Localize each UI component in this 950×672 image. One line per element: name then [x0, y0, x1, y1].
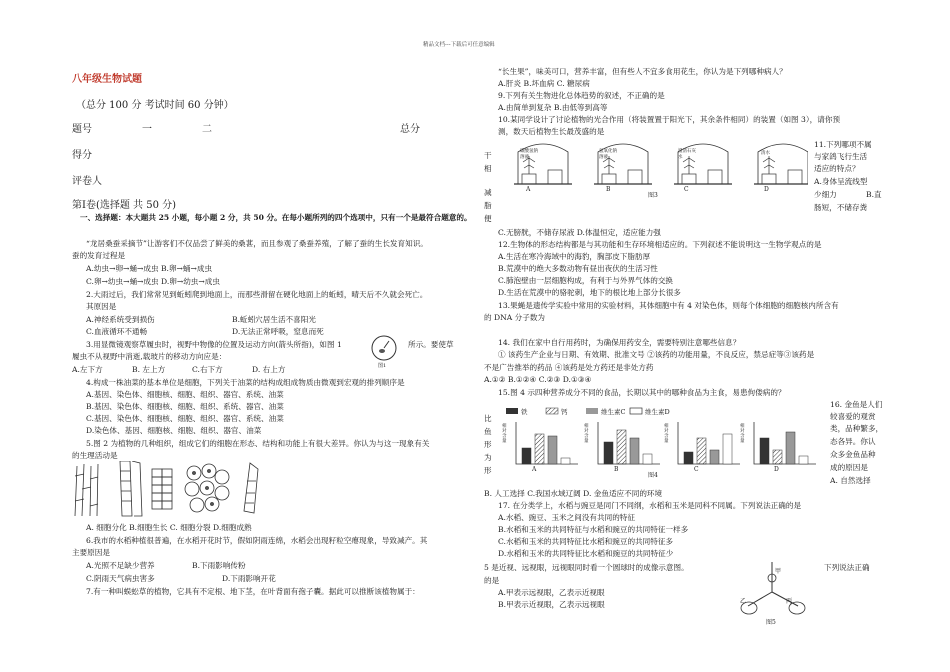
score-col-total: 总分	[400, 124, 420, 135]
q3-stem-cont: 所示。要使草	[408, 340, 454, 349]
paramecium-shape	[379, 349, 385, 353]
beaker	[788, 170, 802, 184]
q2-stem-2: 其原因是	[86, 302, 117, 311]
plant	[763, 156, 775, 174]
jar-d-letter: D	[764, 186, 769, 193]
flower-pot	[762, 174, 776, 184]
q10-stem: 10.某同学设计了讨论植物的光合作用（将装置置于阳光下，其余条件相同）的装置（如图 3），请你预	[498, 115, 841, 124]
tissue-fiber	[120, 461, 142, 516]
q18-option-b: B.甲表示近视眼，乙表示远视眼	[498, 600, 605, 609]
q12-option-d: D.生活在荒漠中的骆驼刺，地下的根比地上部分长很多	[498, 288, 681, 297]
jar-a-letter: A	[526, 186, 531, 193]
figure-4-caption: 图4	[648, 472, 658, 479]
q12-option-b: B.荒漠中的绝大多数动物有昼出夜伏的生活习性	[498, 264, 658, 273]
q9-stem: 9.下列有关生物进化总体趋势的叙述，不正确的是	[498, 91, 665, 100]
q6-option-d: D.下雨影响开花	[222, 574, 276, 583]
nutrient-bar	[760, 438, 769, 464]
q11-line: 肠短，不储存粪	[814, 203, 868, 212]
legend-label-vitd: 维生素D	[645, 408, 670, 416]
nutrient-bar	[786, 432, 795, 464]
q4-option-b: B.基因、染色体、细胞核、细胞、组织、系统、器官、油菜	[86, 402, 284, 411]
margin-char: 鱼	[484, 427, 492, 436]
margin-char: 便	[484, 214, 492, 223]
q6-stem: 6.我市的水稻种植很普遍，在水稻开花时节，假如阴雨连绵，水稻会出现籽粒空瘪现象，导致减产。其	[86, 536, 428, 545]
q18-stem-cont: 下列说法正确	[824, 563, 870, 572]
q4-option-c: C.基因、染色体、细胞核、细胞、组织、器官、系统、油菜	[86, 414, 284, 423]
jar-a-label: 碳酸氢钠溶液	[520, 149, 538, 160]
nutrient-bar	[604, 442, 613, 464]
margin-char: 为	[484, 453, 492, 462]
instruction: 一、选择题：本大题共 25 小题，每小题 2 分，共 50 分。在每小题所列的四个选项中，只有一个是最符合题意的。	[80, 213, 472, 222]
margin-char: 比	[484, 414, 492, 423]
legend-label-calcium: 钙	[561, 408, 568, 416]
score-table-label: 题号	[72, 124, 92, 135]
q11-line: A.身体呈流线型	[814, 177, 868, 186]
figure-4-nutrient-charts	[498, 418, 818, 476]
q6-option-b: B.下雨影响传粉	[192, 561, 246, 570]
figure-2-plant-tissues	[72, 461, 272, 519]
q13-stem-2: 的 DNA 分子数为	[484, 313, 546, 322]
q3-option-a: A.左下方	[72, 365, 103, 374]
flower-pot	[602, 174, 616, 184]
margin-char: 脂	[484, 201, 492, 210]
q11-line: 与家鸽飞行生活	[814, 152, 868, 161]
q2-option-b: B.蚯蚓穴居生活不喜阳光	[232, 315, 316, 324]
beaker	[548, 170, 562, 184]
legend-swatch-calcium	[546, 408, 558, 414]
margin-char: 形	[484, 440, 492, 449]
chart-a-ylabel: 相对含量	[502, 424, 507, 444]
margin-char: 干	[484, 151, 492, 160]
q2-option-c: C.血液循环不通畅	[86, 327, 148, 336]
q17-option-b: B.水稻和玉米的共同特征与水稻和豌豆的共同特征一样多	[498, 525, 689, 534]
q10-stem-2: 测，数天后植物生长最茂盛的是	[498, 127, 605, 136]
q4-option-d: D.染色体、基因、细胞核、细胞、组织、器官、油菜	[86, 426, 262, 435]
beaker	[708, 170, 722, 184]
q4-stem: 4.构成一株油菜的基本单位是细胞，下列关于油菜的结构成组成物质由微观到宏观的排列顺序是	[86, 378, 405, 387]
q5-stem-2: 的生理活动是	[72, 451, 118, 460]
q3-stem: 3.用显微镜观察草履虫时，视野中物像的位置及运动方向(箭头所指)，如图 1	[86, 340, 342, 349]
q11-options-cd: C.无膀胱，不储存尿液 D.体温恒定，适应能力强	[498, 228, 661, 237]
q16-line: 成的原因是	[830, 463, 868, 472]
exam-meta: （总分 100 分 考试时间 60 分钟）	[76, 100, 234, 111]
q18-stem-2: 的是	[484, 576, 500, 585]
q16-line: 类，品种繁多，	[830, 424, 884, 433]
legend-label-iron: 铁	[521, 408, 528, 416]
q1-option-b: C.卵→幼虫→蛹→成虫 D.卵→幼虫→成虫	[86, 277, 220, 286]
q18-stem: 5 是近视、远视眼，远视眼同时看一个圆球时的成像示意图。	[484, 563, 689, 572]
q17-option-d: D.水稻和玉米的共同特征比水稻和豌豆的共同特征少	[498, 549, 674, 558]
q7-stem: 7.有一种叫蜈蚣草的植物，它具有不定根、地下茎，在叶背面有孢子囊。据此可以推断该植物属于：	[86, 587, 420, 596]
q16-line: A. 自然选择	[830, 476, 871, 485]
nutrient-bar	[773, 450, 782, 464]
flower-pot	[682, 174, 696, 184]
q11-line: 少细力	[814, 190, 837, 199]
q12-option-c: C.肺泡壁由一层细胞构成，有利于与外界气体的交换	[498, 276, 674, 285]
flower-pot	[522, 174, 536, 184]
chart-b-ylabel: 相对含量	[584, 424, 589, 444]
q13-stem: 13.果蝇是遗传学实验中常用的实验材料，其体细胞中有 4 对染色体，则每个体细胞的细胞核内所含有	[498, 301, 839, 310]
q6-stem-2: 主要原因是	[72, 548, 110, 557]
nutrient-bar	[630, 438, 639, 464]
score-col-2: 二	[202, 124, 212, 135]
nutrient-bar	[799, 456, 808, 464]
q16-line: 16. 金鱼是人们	[830, 400, 883, 409]
q18-option-a: A.甲表示远视眼，乙表示近视眼	[498, 588, 605, 597]
nutrient-bar	[723, 434, 732, 464]
q16-line: 态各异。你认	[830, 437, 876, 446]
q3-option-d: D. 右上方	[252, 365, 286, 374]
nutrient-bar	[548, 436, 557, 464]
chart-c-letter: C	[694, 466, 699, 473]
margin-char: 形	[484, 466, 492, 475]
q14-item-1: ① 该药生产企业与日期、有效期、批准文号 ②该药的功能用量，不良反应，禁忌症等③该药是	[498, 350, 815, 359]
nutrient-bar	[535, 434, 544, 464]
q15-stem: 15.图 4 示四种营养成分不同的食品，长期以其中的哪种食品为主食，易患佝偻病的？	[498, 388, 786, 397]
q3-stem-2: 履虫不从视野中消逝,载玻片的移动方向应是：	[72, 352, 227, 361]
grader-row-label: 评卷人	[72, 176, 102, 187]
jar-c-label: 澄清石灰水	[678, 149, 696, 160]
q1-stem: “龙居桑蚕采摘节”让游客们不仅品尝了鲜美的桑葚，而且参观了桑蚕养殖，了解了蚕的生长发育知识。	[86, 239, 428, 248]
section-heading: 第Ⅰ卷(选择题 共 50 分)	[72, 200, 177, 211]
nutrient-bar	[697, 438, 706, 464]
q3-option-c: C.右下方	[192, 365, 223, 374]
tissue-meristem	[244, 463, 258, 513]
q17-stem: 17. 在分类学上，水稻与豌豆是同门不同纲，水稻和玉米是同科不同属。下列说法正确的是	[498, 501, 802, 510]
jar-b-letter: B	[606, 186, 611, 193]
q9-options: A.由简单到复杂 B.由低等到高等	[498, 103, 608, 112]
q8-stem: “长生果”，味美可口，营养丰富，但有些人不宜多食用花生，你认为是下列哪种病人？	[498, 67, 787, 76]
q11-line: 11.下列哪项不属	[814, 140, 872, 149]
q1-option-a: A.幼虫→卵→蛹→成虫 B.卵→蛹→成虫	[86, 264, 213, 273]
q5-options: A. 细胞分化 B.细胞生长 C. 细胞分裂 D.细胞成熟	[86, 523, 252, 532]
nutrient-bar	[522, 448, 531, 464]
tissue-epidermis	[152, 469, 172, 509]
figure-5-caption: 图5	[766, 619, 776, 626]
beaker	[628, 170, 642, 184]
q5-stem: 5.图 2 为植物的几种组织，组成它们的细胞在形态、结构和功能上有很大差异。你认为与这一现象有关	[86, 439, 430, 448]
chart-b-letter: B	[614, 466, 619, 473]
score-row-label: 得分	[72, 150, 92, 161]
q17-option-a: A.水稻、豌豆、玉米之间没有共同的特征	[498, 513, 635, 522]
nutrient-bar	[561, 458, 570, 464]
q16-options: B. 人工选择 C.我国水域辽阔 D. 金鱼适应不同的环境	[484, 489, 663, 498]
q2-option-d: D.无法正常呼吸，窒息而死	[232, 327, 324, 336]
q16-line: 较喜爱的观赏	[830, 412, 876, 421]
chart-d-ylabel: 相对含量	[740, 424, 745, 444]
jar-d-label: 清水	[761, 151, 770, 156]
jar-b-label: 氢氧化钠溶液	[599, 149, 617, 160]
q6-option-c: C.阴雨天气病虫害多	[86, 574, 155, 583]
fig5-label-yi: 乙	[740, 598, 747, 605]
q11-line: 适应的特点？	[814, 164, 860, 173]
q14-stem: 14. 我们在家中自行用药时，为确保用药安全，需要特别注意哪些信息？	[498, 338, 741, 347]
q11-line: B.直	[866, 190, 882, 199]
q4-option-a: A.基因、染色体、细胞核、细胞、组织、器官、系统、油菜	[86, 390, 284, 399]
figure-1-caption: 图1	[378, 363, 387, 369]
q17-option-c: C.水稻和玉米的共同特征比水稻和豌豆的共同特征多	[498, 537, 674, 546]
q1-stem-2: 蚕的发育过程是	[72, 251, 126, 260]
score-col-1: 一	[142, 124, 152, 135]
nutrient-bar	[684, 452, 693, 464]
q12-stem: 12.生物体的形态结构都是与其功能和生存环境相适应的。下列叙述不能说明这一生物学观点的是	[498, 240, 822, 249]
chart-d-letter: D	[774, 466, 779, 473]
legend-label-vitc: 维生素C	[601, 408, 626, 416]
q8-options: A.肝炎 B.坏血病 C. 糖尿病	[498, 79, 590, 88]
q14-options: A.①② B.①②④ C.②③ D.①③④	[484, 375, 592, 384]
q2-stem: 2.大雨过后，我们常常见到蚯蚓爬到地面上，而那些滑留在硬化地面上的蚯蚓，晴天后不久就会死亡。	[86, 290, 428, 299]
fig5-label-jia: 甲	[775, 568, 782, 575]
margin-char: 相	[484, 164, 492, 173]
page-header: 精品文档---下载后可任意编辑	[423, 42, 495, 48]
tissue-parenchyma	[185, 464, 229, 512]
chart-c-ylabel: 相对含量	[664, 424, 669, 444]
q3-option-b: B. 左上方	[132, 365, 166, 374]
fig5-label-bing: 丙	[786, 598, 793, 605]
legend-swatch-vitc	[586, 408, 598, 414]
figure-3-caption: 图3	[648, 192, 658, 199]
q14-item-2: 不是广告推举的药品 ④该药是处方药还是非处方药	[484, 363, 654, 372]
paper-title: 八年级生物试题	[72, 74, 142, 85]
q2-option-a: A.神经系统受到损伤	[86, 315, 155, 324]
nutrient-bar	[643, 454, 652, 464]
jar-c-letter: C	[684, 186, 689, 193]
margin-char: 减	[484, 188, 492, 197]
q12-option-a: A.生活在寒冷海域中的海豹，胸部皮下脂肪厚	[498, 252, 651, 261]
tissue-vessel	[75, 464, 98, 516]
nutrient-bar	[710, 450, 719, 464]
q16-line: 众多金鱼品种	[830, 450, 876, 459]
chart-a-letter: A	[532, 466, 537, 473]
q6-option-a: A.光照不足缺少营养	[86, 561, 155, 570]
nutrient-bar	[617, 430, 626, 464]
legend-swatch-vitd	[630, 408, 642, 414]
legend-swatch-iron	[506, 408, 518, 414]
